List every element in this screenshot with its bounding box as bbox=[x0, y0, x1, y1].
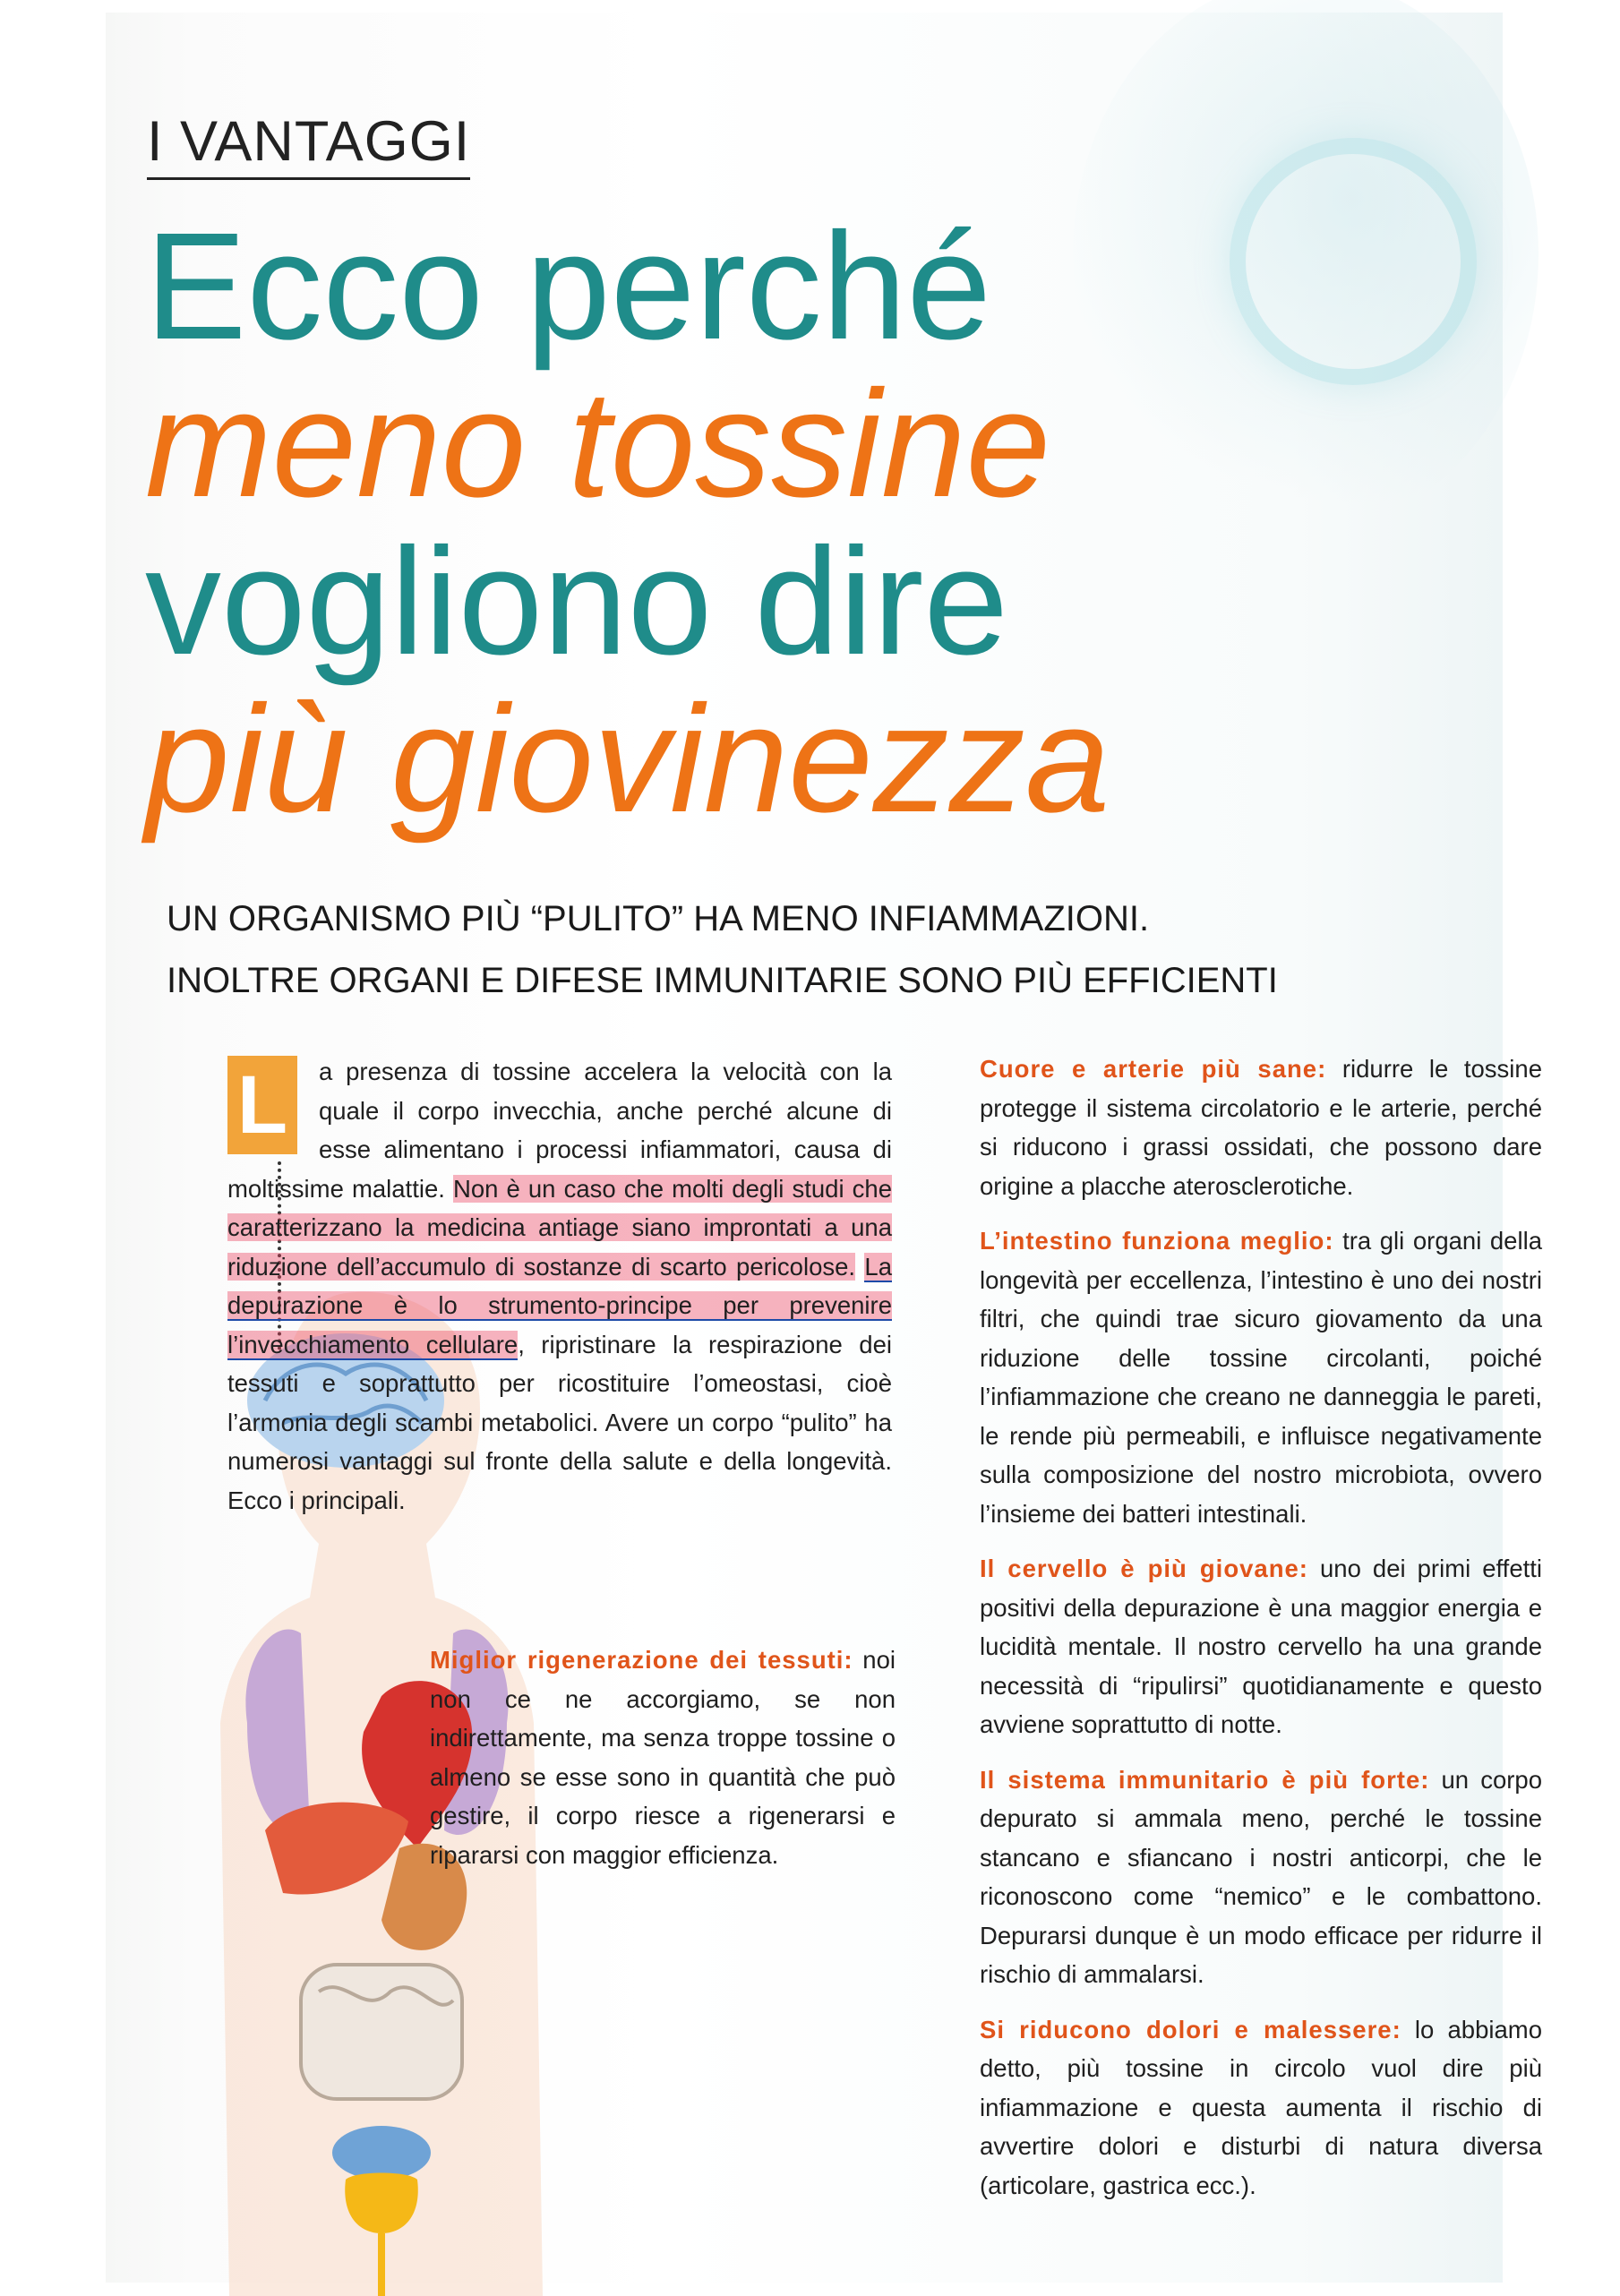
section-label: I VANTAGGI bbox=[147, 109, 470, 180]
decorative-bubble bbox=[1073, 0, 1539, 532]
intro-paragraph bbox=[227, 1052, 892, 1520]
benefit-intestine bbox=[980, 1221, 1542, 1533]
benefit-tissues bbox=[430, 1641, 896, 1874]
benefit-text: lo abbiamo detto, più tossine in circolo vuol dire più infiammazione e questa aumenta il rischio di avvertire dolori e disturbi di natura diversa (articolare, gastrica ecc.). bbox=[980, 2016, 1542, 2199]
title-line-2: meno tossine bbox=[145, 365, 1110, 523]
page-title bbox=[145, 208, 1110, 838]
highlighted-text-2: La depurazione è lo strumento-principe per prevenire l’invecchiamento cellulare bbox=[227, 1253, 892, 1360]
kidney-icon bbox=[332, 2126, 431, 2180]
benefit-text: uno dei primi effetti positivi della depurazione è una maggior energia e lucidità mentale. Il nostro cervello ha una grande necessità di “ripulirsi” quotidianamente e questo avviene soprattutto di notte. bbox=[980, 1555, 1542, 1738]
subtitle-line-1: UN ORGANISMO PIÙ “PULITO” HA MENO INFIAMMAZIONI. bbox=[167, 888, 1438, 950]
benefit-pain bbox=[980, 2010, 1542, 2206]
highlighted-text-1: Non è un caso che molti degli studi che caratterizzano la medicina antiage siano improntati a una riduzione dell’accumulo di sostanze di scarto pericolose. bbox=[227, 1175, 892, 1281]
right-column bbox=[980, 1049, 1542, 2221]
intro-text-part2: , ripristinare la respirazione dei tessuti e soprattutto per ricostituire l’omeostasi, cioè l’armonia degli scambi metabolici. Avere un corpo “pulito” ha numerosi vantaggi sul fronte della salute e della longevità. Ecco i principali. bbox=[227, 1331, 892, 1514]
benefit-text: un corpo depurato si ammala meno, perché le tossine stancano e sfiancano i nostri anticorpi, che le riconoscono come “nemico” e le combattono. Depurarsi dunque è un modo efficace per ridurre il rischio di ammalarsi. bbox=[980, 1766, 1542, 1989]
benefit-heading: L’intestino funziona meglio: bbox=[980, 1227, 1334, 1255]
benefit-text: ridurre le tossine protegge il sistema circolatorio e le arterie, perché si riducono i grassi ossidati, che possono dare origine a placche aterosclerotiche. bbox=[980, 1055, 1542, 1200]
subtitle-line-2: INOLTRE ORGANI E DIFESE IMMUNITARIE SONO PIÙ EFFICIENTI bbox=[167, 950, 1438, 1012]
benefit-immune bbox=[980, 1761, 1542, 1994]
dropcap: L bbox=[227, 1056, 297, 1154]
benefit-brain bbox=[980, 1549, 1542, 1744]
benefit-text: noi non ce ne accorgiamo, se non indirettamente, ma senza troppe tossine o almeno se esse sono in quantità che può gestire, il corpo riesce a rigenerarsi e ripararsi con maggior efficienza. bbox=[430, 1646, 896, 1869]
title-line-4: più giovinezza bbox=[145, 681, 1110, 838]
intro-text-part1: a presenza di tossine accelera la velocità con la quale il corpo invecchia, anche perché alcune di esse alimentano i processi infiammatori, causa di moltissime malattie. bbox=[227, 1058, 892, 1203]
intestine-icon bbox=[301, 1965, 462, 2099]
title-line-3: vogliono dire bbox=[145, 523, 1110, 681]
benefit-heading: Cuore e arterie più sane: bbox=[980, 1055, 1326, 1083]
magazine-page bbox=[106, 13, 1503, 2283]
benefit-heading: Si riducono dolori e malessere: bbox=[980, 2016, 1401, 2043]
title-line-1: Ecco perché bbox=[145, 208, 1110, 365]
benefit-heart bbox=[980, 1049, 1542, 1205]
benefit-heading: Il sistema immunitario è più forte: bbox=[980, 1766, 1429, 1794]
subtitle bbox=[167, 888, 1438, 1012]
benefit-heading: Il cervello è più giovane: bbox=[980, 1555, 1308, 1582]
benefit-text: tra gli organi della longevità per eccellenza, l’intestino è uno dei nostri filtri, che quindi trae sicuro giovamento da una riduzione delle tossine circolanti, poiché l’infiammazione che creano ne danneggia le pareti, le rende più permeabili, e influisce negativamente sulla composizione del nostro microbiota, ovvero l’insieme dei batteri intestinali. bbox=[980, 1227, 1542, 1528]
benefit-heading: Miglior rigenerazione dei tessuti: bbox=[430, 1646, 853, 1674]
